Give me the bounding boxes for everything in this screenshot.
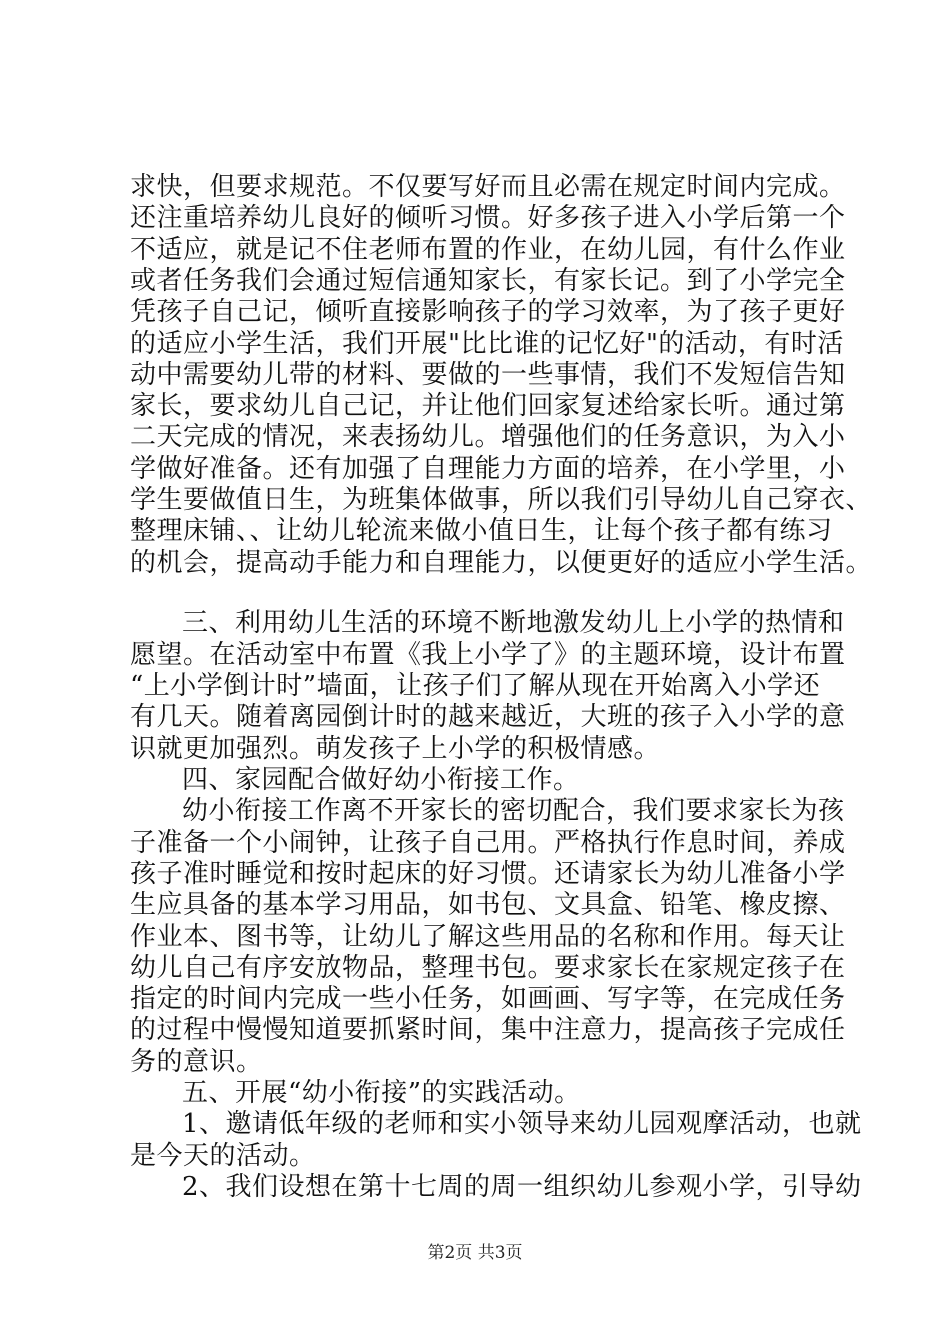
text-line: 的机会，提高动手能力和自理能力，以便更好的适应小学生活。 bbox=[130, 548, 873, 578]
text-line: 学生要做值日生，为班集体做事，所以我们引导幼儿自己穿衣、 bbox=[130, 485, 873, 515]
text-line: 幼儿自己有序安放物品，整理书包。要求家长在家规定孩子在 bbox=[130, 953, 846, 983]
text-line: 子准备一个小闹钟，让孩子自己用。严格执行作息时间，养成 bbox=[130, 828, 846, 858]
text-line: 生应具备的基本学习用品，如书包、文具盒、铅笔、橡皮擦、 bbox=[130, 890, 846, 920]
text-line: 作业本、图书等，让幼儿了解这些用品的名称和作用。每天让 bbox=[130, 922, 846, 952]
text-line: 愿望。在活动室中布置《我上小学了》的主题环境，设计布置 bbox=[130, 640, 846, 670]
list-item: 1、邀请低年级的老师和实小领导来幼儿园观摩活动，也就 bbox=[182, 1109, 862, 1139]
text-line: 整理床铺、、让幼儿轮流来做小值日生，让每个孩子都有练习 bbox=[130, 516, 833, 546]
text-line: 幼小衔接工作离不开家长的密切配合，我们要求家长为孩 bbox=[182, 796, 845, 826]
text-line: 孩子准时睡觉和按时起床的好习惯。还请家长为幼儿准备小学 bbox=[130, 859, 846, 889]
text-line: 有几天。随着离园倒计时的越来越近，大班的孩子入小学的意 bbox=[130, 702, 846, 732]
text-line: 指定的时间内完成一些小任务，如画画、写字等，在完成任务 bbox=[130, 984, 846, 1014]
section-heading-three: 三、利用幼儿生活的环境不断地激发幼儿上小学的热情和 bbox=[182, 608, 845, 638]
text-line: 动中需要幼儿带的材料、要做的一些事情，我们不发短信告知 bbox=[130, 360, 846, 390]
text-line: “上小学倒计时”墙面，让孩子们了解从现在开始离入小学还 bbox=[130, 671, 821, 701]
text-line: 的过程中慢慢知道要抓紧时间，集中注意力，提高孩子完成任 bbox=[130, 1015, 846, 1045]
text-line: 不适应，就是记不住老师布置的作业，在幼儿园，有什么作业 bbox=[130, 235, 846, 265]
text-line: 的适应小学生活，我们开展"比比谁的记忆好"的活动，有时活 bbox=[130, 329, 844, 359]
text-line: 还注重培养幼儿良好的倾听习惯。好多孩子进入小学后第一个 bbox=[130, 203, 846, 233]
text-line: 识就更加强烈。萌发孩子上小学的积极情感。 bbox=[130, 734, 661, 764]
text-line: 二天完成的情况，来表扬幼儿。增强他们的任务意识，为入小 bbox=[130, 422, 846, 452]
text-line: 家长，要求幼儿自己记，并让他们回家复述给家长听。通过第 bbox=[130, 391, 846, 421]
text-line: 凭孩子自己记，倾听直接影响孩子的学习效率，为了孩子更好 bbox=[130, 297, 846, 327]
page-footer: 第2页 共3页 bbox=[427, 1243, 523, 1263]
text-line: 务的意识。 bbox=[130, 1047, 263, 1077]
text-line: 是今天的活动。 bbox=[130, 1141, 316, 1171]
text-line: 求快，但要求规范。不仅要写好而且必需在规定时间内完成。 bbox=[130, 172, 846, 202]
section-heading-four: 四、家园配合做好幼小衔接工作。 bbox=[182, 765, 580, 795]
list-item: 2、我们设想在第十七周的周一组织幼儿参观小学，引导幼 bbox=[182, 1172, 862, 1202]
text-line: 或者任务我们会通过短信通知家长，有家长记。到了小学完全 bbox=[130, 266, 846, 296]
section-heading-five: 五、开展“幼小衔接”的实践活动。 bbox=[182, 1078, 581, 1108]
text-line: 学做好准备。还有加强了自理能力方面的培养，在小学里，小 bbox=[130, 454, 846, 484]
